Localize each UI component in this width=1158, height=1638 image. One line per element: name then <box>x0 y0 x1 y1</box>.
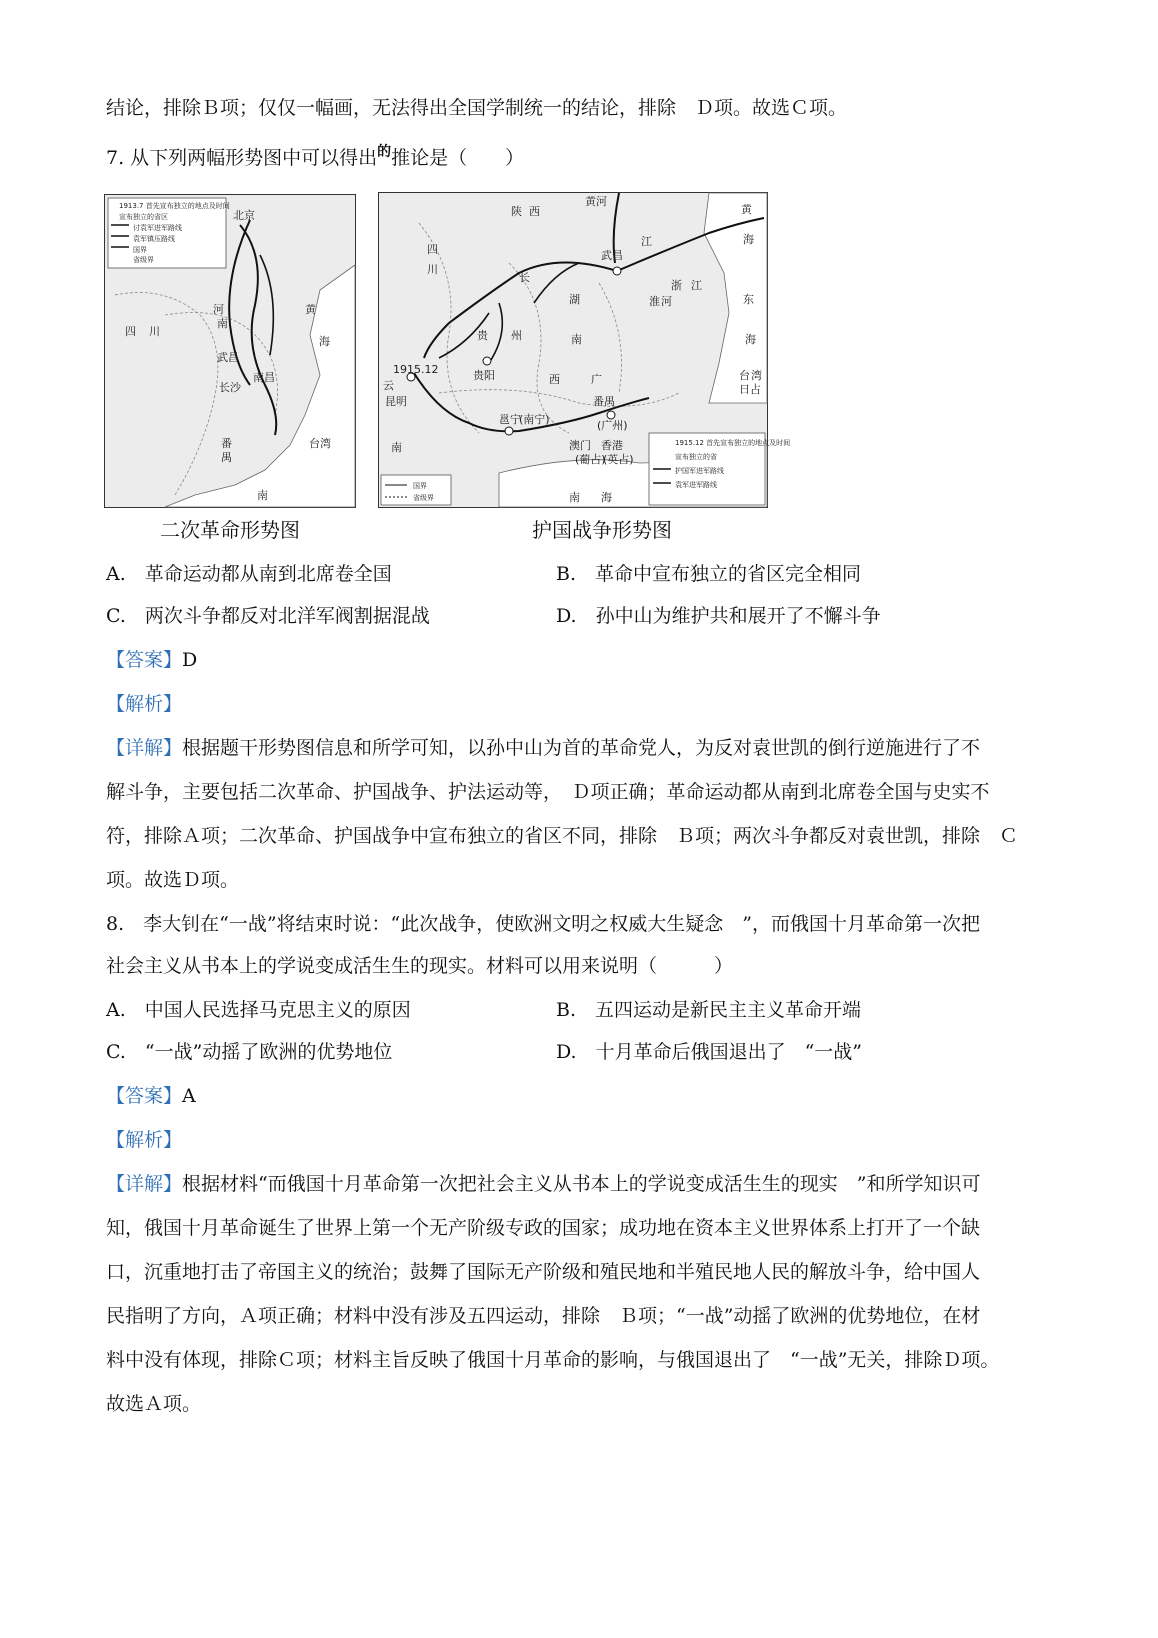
map2-label-guiyang: 贵阳 <box>473 369 495 382</box>
map2-label-xi: 西 <box>529 205 540 218</box>
q7-option-a[interactable]: A. 革命运动都从南到北席卷全国 <box>106 563 392 585</box>
map-national-protection-war-graphic <box>379 193 791 507</box>
map2-label-he: 河 <box>661 295 672 308</box>
map-second-revolution-graphic <box>105 195 355 507</box>
q7-answer-value: D <box>182 649 198 671</box>
map2-label-tai: 台 <box>739 369 750 382</box>
q7-stem-post: 推论是（ ） <box>391 147 525 169</box>
map2-caption: 护国战争形势图 <box>532 518 672 542</box>
map2-label-kunming: 昆明 <box>385 395 407 408</box>
map1-legend-2: 讨袁军进军路线 <box>133 224 182 232</box>
map2-label-huanghe: 黄河 <box>585 195 607 208</box>
map2-label-guang: 广 <box>591 373 602 386</box>
prev-analysis-tail: 结论，排除Ｂ项；仅仅一幅画，无法得出全国学制统一的结论，排除 Ｄ项。故选Ｃ项。 <box>106 97 848 119</box>
q8-option-a[interactable]: A. 中国人民选择马克思主义的原因 <box>106 999 411 1021</box>
map2-guiyang-dot <box>483 357 491 365</box>
q7-answer <box>106 648 197 672</box>
map2-label-jiang: 江 <box>641 235 652 248</box>
q7-detail-line-2: 符，排除Ａ项；二次革命、护国战争中宣布独立的省区不同，排除 Ｂ项；两次斗争都反对袁世凯，排除 Ｃ <box>106 825 1019 847</box>
q7-option-b[interactable]: B. 革命中宣布独立的省区完全相同 <box>556 563 862 585</box>
map2-label-zhou: 州 <box>511 329 522 342</box>
map2-legend-4: 国界 <box>413 482 427 490</box>
map1-legend-1: 宣布独立的省区 <box>119 213 168 221</box>
map2-legend-3: 袁军进军路线 <box>675 481 717 489</box>
q8-stem-line-0: 8. 李大钊在“一战”将结束时说：“此次战争，使欧洲文明之权威大生疑念 ”，而俄国十月革命第一次把 <box>106 913 980 935</box>
map2-label-si: 四 <box>427 243 438 256</box>
map2-label-nan-2: 南 <box>391 441 402 454</box>
map2-label-panyu: 番禺 <box>593 395 615 408</box>
q7-detail-line-3: 项。故选Ｄ项。 <box>106 869 240 891</box>
map1-label-taiwan: 台湾 <box>309 437 331 450</box>
map2-label-xi-2: 西 <box>549 373 560 386</box>
map2-label-yun: 云 <box>383 379 394 392</box>
map2-label-date: 1915.12 <box>393 363 439 376</box>
map2-label-dong: 东 <box>743 293 754 306</box>
map1-label-pan: 番 <box>221 437 232 450</box>
map1-label-chuan: 川 <box>149 325 160 338</box>
q8-stem-line-1: 社会主义从书本上的学说变成活生生的现实。材料可以用来说明（ ） <box>106 955 734 977</box>
q8-analysis-tag: 【解析】 <box>106 1129 183 1151</box>
map2-label-zhe: 浙 <box>671 279 682 292</box>
map2-label-nanning: (南宁) <box>519 413 550 426</box>
q7-option-c[interactable]: C. 两次斗争都反对北洋军阀割据混战 <box>106 605 430 627</box>
q7-detail-line-0 <box>106 736 980 760</box>
map2-legend-2: 护国军进军路线 <box>675 467 724 475</box>
map1-label-huang: 黄 <box>305 303 316 316</box>
map1-label-yu: 禺 <box>221 451 232 464</box>
map2-label-hai-2: 海 <box>745 333 756 346</box>
q8-detail-tag: 【详解】 <box>106 1173 183 1195</box>
map1-label-nanchang: 南昌 <box>253 371 275 384</box>
q7-analysis-tag: 【解析】 <box>106 693 183 715</box>
map2-wuchang-dot <box>613 267 621 275</box>
map2-label-huang: 黄 <box>741 203 752 216</box>
map1-label-hai: 海 <box>319 335 330 348</box>
map2-label-shan: 陕 <box>511 205 522 218</box>
map1-label-wuchang: 武昌 <box>217 351 239 364</box>
map2-nanning-dot <box>505 427 513 435</box>
map1-label-beijing: 北京 <box>233 209 255 222</box>
map2-label-macau: 澳门 <box>569 439 591 452</box>
map2-label-chang: 长 <box>519 271 530 284</box>
map1-caption: 二次革命形势图 <box>160 518 300 542</box>
q7-stem-de: 的 <box>377 144 392 160</box>
map1-legend-3: 袁军镇压路线 <box>133 235 175 243</box>
map1-label-nan: 南 <box>217 317 228 330</box>
map2-label-huai: 淮 <box>649 295 660 308</box>
map2-legend-5: 省级界 <box>413 494 434 502</box>
map2-label-macau-note: (葡占) <box>575 453 606 466</box>
q8-detail-line-0 <box>106 1172 980 1196</box>
map1-label-si: 四 <box>125 325 136 338</box>
map2-label-hongkong: 香港 <box>601 439 623 452</box>
map2-label-hai-3: 海 <box>601 491 612 504</box>
map2-label-guangzhou: (广州) <box>597 419 628 432</box>
map2-guangzhou-dot <box>607 411 615 419</box>
map2-label-hu: 湖 <box>569 293 580 306</box>
map-second-revolution <box>104 194 356 508</box>
q8-option-d[interactable]: D. 十月革命后俄国退出了 “一战” <box>556 1041 863 1063</box>
q8-detail-line-2: 口，沉重地打击了帝国主义的统治；鼓舞了国际无产阶级和殖民地和半殖民地人民的解放斗争，给中国人 <box>106 1261 981 1283</box>
map2-legend-1: 宣布独立的省 <box>675 453 717 461</box>
q7-stem <box>106 146 524 172</box>
map2-label-nan: 南 <box>571 333 582 346</box>
q8-option-c[interactable]: C. “一战”动摇了欧洲的优势地位 <box>106 1041 393 1063</box>
map2-label-jiang-2: 江 <box>691 279 702 292</box>
q8-option-b[interactable]: B. 五四运动是新民主主义革命开端 <box>556 999 862 1021</box>
map1-legend-4: 国界 <box>133 246 147 254</box>
q8-detail-text-0: 根据材料“而俄国十月革命第一次把社会主义从书本上的学说变成活生生的现实 ”和所学知识可 <box>182 1173 981 1195</box>
q7-stem-pre: 7. 从下列两幅形势图中可以得出 <box>106 147 378 169</box>
map1-label-sea-nan: 南 <box>257 489 268 502</box>
map-national-protection-war <box>378 192 791 508</box>
map1-legend-5: 省级界 <box>133 256 154 264</box>
map2-label-hongkong-note: (英占) <box>603 453 634 466</box>
q7-detail-text-0: 根据题干形势图信息和所学可知，以孙中山为首的革命党人，为反对袁世凯的倒行逆施进行了不 <box>182 737 981 759</box>
map2-label-hai: 海 <box>743 233 754 246</box>
q7-detail-line-1: 解斗争，主要包括二次革命、护国战争、护法运动等， Ｄ项正确；革命运动都从南到北席卷全国与史实不 <box>106 781 990 803</box>
map2-label-gui: 贵 <box>477 329 488 342</box>
map2-label-chuan: 川 <box>427 263 438 276</box>
q8-detail-line-1: 知，俄国十月革命诞生了世界上第一个无产阶级专政的国家；成功地在资本主义世界体系上打开了一个缺 <box>106 1217 981 1239</box>
q8-detail-line-5: 故选Ａ项。 <box>106 1393 202 1415</box>
q7-option-d[interactable]: D. 孙中山为维护共和展开了不懈斗争 <box>556 605 881 627</box>
map1-label-he: 河 <box>213 303 224 316</box>
map2-label-yongning: 邕宁 <box>499 413 521 426</box>
q8-answer <box>106 1084 196 1108</box>
map2-label-wan: 湾 <box>751 369 762 382</box>
q8-answer-value: A <box>182 1085 196 1107</box>
map1-label-changsha: 长沙 <box>219 381 241 394</box>
q8-answer-tag: 【答案】 <box>106 1085 183 1107</box>
map2-label-rizhan: 日占 <box>739 383 761 396</box>
map1-legend-0: 1913.7 首先宣布独立的地点及时间 <box>119 202 230 210</box>
map2-label-nan-3: 南 <box>569 491 580 504</box>
q7-answer-tag: 【答案】 <box>106 649 183 671</box>
q7-detail-tag: 【详解】 <box>106 737 183 759</box>
q8-detail-line-4: 料中没有体现，排除Ｃ项；材料主旨反映了俄国十月革命的影响，与俄国退出了 “一战”无关，排除Ｄ项。 <box>106 1349 1000 1371</box>
map2-label-wuchang: 武昌 <box>601 249 623 262</box>
q8-detail-line-3: 民指明了方向，Ａ项正确；材料中没有涉及五四运动，排除 Ｂ项；“一战”动摇了欧洲的优势地位，在材 <box>106 1305 981 1327</box>
map2-legend-0: 1915.12 首先宣布独立的地点及时间 <box>675 439 791 447</box>
